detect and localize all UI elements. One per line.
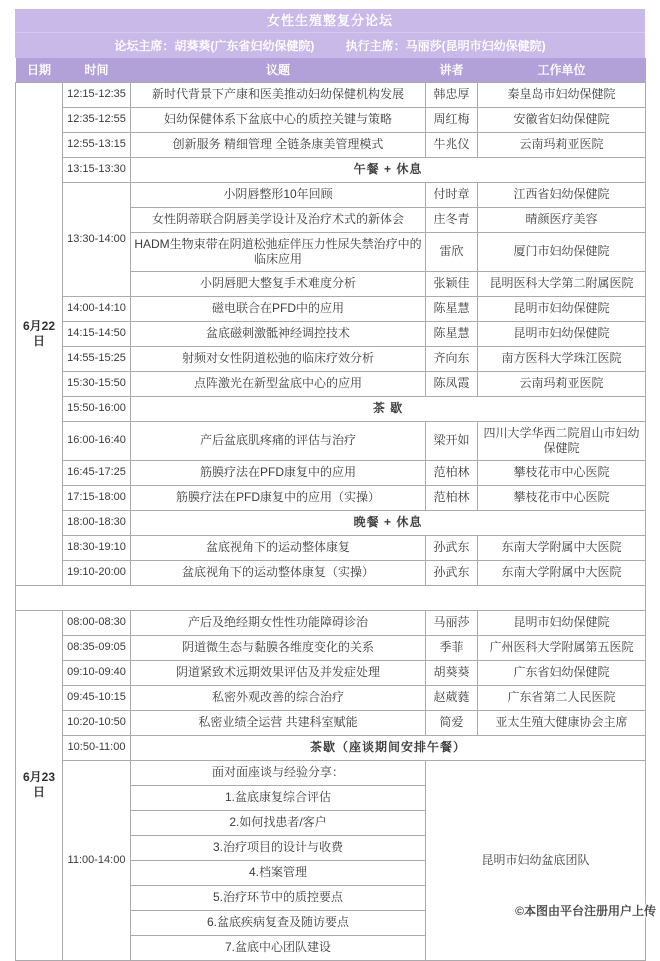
unit-cell: 安徽省妇幼保健院: [478, 107, 646, 132]
panel-item-cell: 4.档案管理: [131, 860, 426, 885]
schedule-row: [16, 460, 646, 485]
time-cell: 14:15-14:50: [63, 321, 131, 346]
schedule-row: [16, 321, 646, 346]
speaker-cell: 庄冬青: [426, 207, 478, 232]
unit-cell: 昆明市妇幼保健院: [478, 321, 646, 346]
topic-cell: 筋膜疗法在PFD康复中的应用（实操）: [131, 485, 426, 510]
panel-item-cell: 3.治疗项目的设计与收费: [131, 835, 426, 860]
unit-cell: 云南玛莉亚医院: [478, 371, 646, 396]
unit-cell: 秦皇岛市妇幼保健院: [478, 82, 646, 107]
break-row: [16, 510, 646, 535]
time-cell: 14:00-14:10: [63, 296, 131, 321]
topic-cell: 盆底视角下的运动整体康复（实操）: [131, 560, 426, 585]
break-label: 午餐 + 休息: [131, 157, 646, 182]
speaker-cell: 季菲: [426, 635, 478, 660]
schedule-header: [16, 58, 646, 82]
unit-cell: 晴颜医疗美容: [478, 207, 646, 232]
time-cell: 08:35-09:05: [63, 635, 131, 660]
unit-cell: 厦门市妇幼保健院: [478, 232, 646, 271]
header-row: [16, 58, 646, 82]
topic-cell: 女性阴蒂联合阴唇美学设计及治疗术式的新体会: [131, 207, 426, 232]
unit-cell: 广东省第二人民医院: [478, 685, 646, 710]
schedule-row: [16, 560, 646, 585]
time-cell: 12:55-13:15: [63, 132, 131, 157]
header-speaker: 讲者: [426, 58, 478, 82]
panel-item-cell: 2.如何找患者/客户: [131, 810, 426, 835]
schedule-row: [16, 635, 646, 660]
break-label: 晚餐 + 休息: [131, 510, 646, 535]
unit-cell: 东南大学附属中大医院: [478, 535, 646, 560]
panel-row: [16, 760, 646, 785]
speaker-cell: 陈星慧: [426, 296, 478, 321]
panel-item-cell: 1.盆底康复综合评估: [131, 785, 426, 810]
exec-chair-label: 执行主席：马丽莎(昆明市妇幼保健院): [345, 39, 546, 53]
topic-cell: 小阴唇肥大整复手术难度分析: [131, 271, 426, 296]
speaker-cell: 胡葵葵: [426, 660, 478, 685]
topic-cell: 射频对女性阴道松弛的临床疗效分析: [131, 346, 426, 371]
topic-cell: 磁电联合在PFD中的应用: [131, 296, 426, 321]
speaker-cell: 陈星慧: [426, 321, 478, 346]
schedule-row: [16, 107, 646, 132]
time-cell: 19:10-20:00: [63, 560, 131, 585]
time-cell: 15:50-16:00: [63, 396, 131, 421]
schedule-row: [16, 421, 646, 460]
unit-cell: 江西省妇幼保健院: [478, 182, 646, 207]
break-row: [16, 396, 646, 421]
time-cell: 08:00-08:30: [63, 610, 131, 635]
time-cell: 09:45-10:15: [63, 685, 131, 710]
schedule-row: [16, 485, 646, 510]
speaker-cell: 牛兆仪: [426, 132, 478, 157]
time-cell: 18:30-19:10: [63, 535, 131, 560]
schedule-table: [15, 58, 646, 961]
panel-item-cell: 7.盆底中心团队建设: [131, 935, 426, 960]
time-cell: 10:20-10:50: [63, 710, 131, 735]
date-cell: 6月23日: [16, 610, 63, 960]
topic-cell: 产后盆底肌疼痛的评估与治疗: [131, 421, 426, 460]
time-cell: 10:50-11:00: [63, 735, 131, 760]
unit-cell: 攀枝花市中心医院: [478, 485, 646, 510]
unit-cell: 广州医科大学附属第五医院: [478, 635, 646, 660]
unit-cell: 昆明市妇幼保健院: [478, 296, 646, 321]
schedule-row: [16, 610, 646, 635]
time-cell: 16:00-16:40: [63, 421, 131, 460]
header-time: 时间: [63, 58, 131, 82]
unit-cell: 东南大学附属中大医院: [478, 560, 646, 585]
speaker-cell: 简爱: [426, 710, 478, 735]
speaker-cell: 齐向东: [426, 346, 478, 371]
time-cell: 15:30-15:50: [63, 371, 131, 396]
header-topic: 议题: [131, 58, 426, 82]
time-cell: 17:15-18:00: [63, 485, 131, 510]
schedule-body: [16, 82, 646, 960]
panel-item-cell: 面对面座谈与经验分享：: [131, 760, 426, 785]
schedule-row: [16, 132, 646, 157]
header-date: 日期: [16, 58, 63, 82]
time-cell: 12:35-12:55: [63, 107, 131, 132]
speaker-cell: 张颖佳: [426, 271, 478, 296]
topic-cell: 产后及绝经期女性性功能障碍诊治: [131, 610, 426, 635]
schedule-row: [16, 182, 646, 207]
time-cell: 16:45-17:25: [63, 460, 131, 485]
topic-cell: 盆底视角下的运动整体康复: [131, 535, 426, 560]
topic-cell: 阴道微生态与黏膜各维度变化的关系: [131, 635, 426, 660]
topic-cell: 筋膜疗法在PFD康复中的应用: [131, 460, 426, 485]
time-cell: 12:15-12:35: [63, 82, 131, 107]
date-cell: 6月22日: [16, 82, 63, 585]
header-unit: 工作单位: [478, 58, 646, 82]
schedule-row: [16, 685, 646, 710]
gap-cell: [16, 585, 646, 610]
speaker-cell: 范柏林: [426, 485, 478, 510]
schedule-row: [16, 535, 646, 560]
watermark-text: ©本图由平台注册用户上传: [515, 904, 656, 918]
unit-cell: 四川大学华西二院眉山市妇幼保健院: [478, 421, 646, 460]
unit-cell: 昆明市妇幼保健院: [478, 610, 646, 635]
panel-item-cell: 6.盆底疾病复查及随访要点: [131, 910, 426, 935]
forum-chair-label: 论坛主席：胡葵葵(广东省妇幼保健院): [114, 39, 315, 53]
speaker-cell: 韩忠厚: [426, 82, 478, 107]
speaker-cell: 范柏林: [426, 460, 478, 485]
time-cell: 14:55-15:25: [63, 346, 131, 371]
topic-cell: 阴道紧致术远期效果评估及并发症处理: [131, 660, 426, 685]
time-cell: 13:30-14:00: [63, 182, 131, 296]
break-row: [16, 735, 646, 760]
forum-title: 女性生殖整复分论坛: [15, 9, 645, 32]
time-cell: 11:00-14:00: [63, 760, 131, 960]
speaker-cell: 孙武东: [426, 535, 478, 560]
schedule-row: [16, 346, 646, 371]
forum-banner: [15, 9, 645, 58]
topic-cell: HADM生物束带在阴道松弛症伴压力性尿失禁治疗中的临床应用: [131, 232, 426, 271]
speaker-cell: 孙武东: [426, 560, 478, 585]
speaker-cell: 周红梅: [426, 107, 478, 132]
break-row: [16, 157, 646, 182]
speaker-cell: 陈凤霞: [426, 371, 478, 396]
schedule-row: [16, 371, 646, 396]
speaker-cell: 付时章: [426, 182, 478, 207]
speaker-cell: 马丽莎: [426, 610, 478, 635]
schedule-row: [16, 660, 646, 685]
time-cell: 13:15-13:30: [63, 157, 131, 182]
topic-cell: 小阴唇整形10年回顾: [131, 182, 426, 207]
schedule-row: [16, 296, 646, 321]
topic-cell: 私密业绩全运营 共建科室赋能: [131, 710, 426, 735]
time-cell: 18:00-18:30: [63, 510, 131, 535]
unit-cell: 昆明医科大学第二附属医院: [478, 271, 646, 296]
unit-cell: 云南玛莉亚医院: [478, 132, 646, 157]
schedule-row: [16, 710, 646, 735]
topic-cell: 私密外观改善的综合治疗: [131, 685, 426, 710]
unit-cell: 南方医科大学珠江医院: [478, 346, 646, 371]
unit-cell: 攀枝花市中心医院: [478, 460, 646, 485]
unit-cell: 广东省妇幼保健院: [478, 660, 646, 685]
break-label: 茶歇（座谈期间安排午餐）: [131, 735, 646, 760]
panel-unit-cell: 昆明市妇幼盆底团队: [426, 760, 646, 960]
topic-cell: 盆底磁刺激骶神经调控技术: [131, 321, 426, 346]
topic-cell: 妇幼保健体系下盆底中心的质控关键与策略: [131, 107, 426, 132]
time-cell: 09:10-09:40: [63, 660, 131, 685]
break-label: 茶 歇: [131, 396, 646, 421]
speaker-cell: 赵葳蕤: [426, 685, 478, 710]
topic-cell: 点阵激光在新型盆底中心的应用: [131, 371, 426, 396]
section-gap: [16, 585, 646, 610]
topic-cell: 新时代背景下产康和医美推动妇幼保健机构发展: [131, 82, 426, 107]
topic-cell: 创新服务 精细管理 全链条康美管理模式: [131, 132, 426, 157]
schedule-row: [16, 82, 646, 107]
forum-chairs: [15, 32, 645, 58]
panel-item-cell: 5.治疗环节中的质控要点: [131, 885, 426, 910]
speaker-cell: 梁开如: [426, 421, 478, 460]
speaker-cell: 雷欣: [426, 232, 478, 271]
unit-cell: 亚太生殖大健康协会主席: [478, 710, 646, 735]
